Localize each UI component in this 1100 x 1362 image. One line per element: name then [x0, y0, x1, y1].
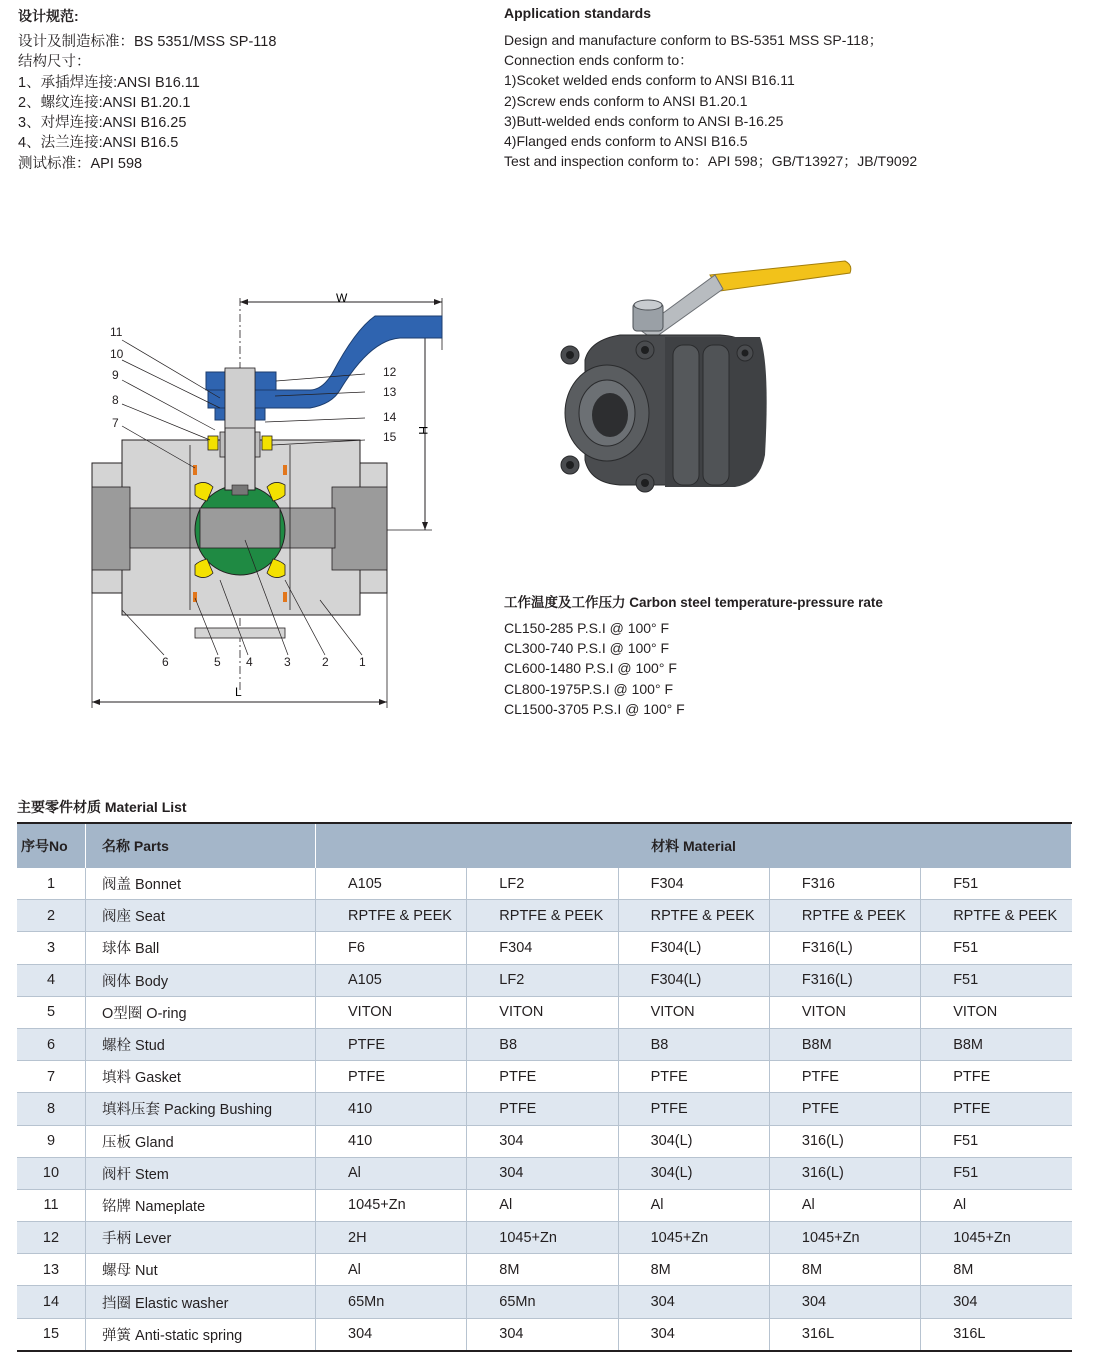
material-cell: 8M [769, 1254, 920, 1286]
material-cell: Al [467, 1189, 618, 1221]
material-cell: F316(L) [769, 964, 920, 996]
callout-13: 13 [383, 385, 397, 399]
material-cell: RPTFE & PEEK [618, 900, 769, 932]
part-name: 螺栓 Stud [86, 1028, 316, 1060]
material-cell: 8M [467, 1254, 618, 1286]
material-cell: F51 [921, 964, 1072, 996]
dim-h-label: H [416, 426, 430, 435]
part-name: 螺母 Nut [86, 1254, 316, 1286]
material-cell: PTFE [921, 1093, 1072, 1125]
material-cell: F51 [921, 1157, 1072, 1189]
part-name: 挡圈 Elastic washer [86, 1286, 316, 1318]
callout-9: 9 [112, 368, 119, 382]
material-cell: F304 [467, 932, 618, 964]
design-spec-line: 3、对焊连接:ANSI B16.25 [18, 115, 187, 132]
pressure-rating-line: CL300-740 P.S.I @ 100° F [504, 640, 670, 657]
material-cell: B8M [769, 1028, 920, 1060]
application-standards-line: 3)Butt-welded ends conform to ANSI B-16.25 [504, 112, 784, 129]
part-name: 填料 Gasket [86, 1061, 316, 1093]
material-cell: 304 [769, 1286, 920, 1318]
table-row [17, 868, 1072, 900]
material-cell: B8 [618, 1028, 769, 1060]
table-row [17, 1061, 1072, 1093]
material-cell: 65Mn [467, 1286, 618, 1318]
design-spec-line: 4、法兰连接:ANSI B16.5 [18, 135, 179, 152]
callout-3: 3 [284, 655, 291, 669]
material-cell: 304 [467, 1157, 618, 1189]
design-spec-line: 设计及制造标准：BS 5351/MSS SP-118 [18, 34, 277, 50]
table-row [17, 1157, 1072, 1189]
lever [206, 316, 442, 428]
material-cell: F6 [316, 932, 467, 964]
material-cell: PTFE [921, 1061, 1072, 1093]
material-cell: LF2 [467, 964, 618, 996]
pressure-rating-title: 工作温度及工作压力 Carbon steel temperature-pressure rate [504, 595, 883, 610]
material-cell: RPTFE & PEEK [921, 900, 1072, 932]
part-name: 弹簧 Anti-static spring [86, 1318, 316, 1350]
material-cell: Al [618, 1189, 769, 1221]
application-standards-lines [504, 30, 917, 171]
material-cell: A105 [316, 964, 467, 996]
material-cell: Al [769, 1189, 920, 1221]
part-name: 阀杆 Stem [86, 1157, 316, 1189]
callout-12: 12 [383, 365, 397, 379]
material-cell: F316 [769, 868, 920, 900]
material-cell: 2H [316, 1222, 467, 1254]
row-number: 15 [17, 1318, 86, 1350]
material-cell: PTFE [618, 1061, 769, 1093]
material-cell: 65Mn [316, 1286, 467, 1318]
table-row [17, 1125, 1072, 1157]
material-cell: F51 [921, 1125, 1072, 1157]
material-cell: PTFE [316, 1028, 467, 1060]
material-cell: 410 [316, 1125, 467, 1157]
part-name: 阀盖 Bonnet [86, 868, 316, 900]
application-standards-title: Application standards [504, 5, 652, 21]
table-row [17, 900, 1072, 932]
material-cell: A105 [316, 868, 467, 900]
row-number: 7 [17, 1061, 86, 1093]
callout-8: 8 [112, 393, 119, 407]
material-cell: Al [316, 1157, 467, 1189]
material-cell: 1045+Zn [467, 1222, 618, 1254]
header-no: 序号No [17, 824, 86, 868]
material-cell: 1045+Zn [769, 1222, 920, 1254]
application-standards-line: 1)Scoket welded ends conform to ANSI B16.11 [504, 72, 795, 89]
material-cell: 410 [316, 1093, 467, 1125]
material-cell: 304 [316, 1318, 467, 1350]
material-cell: F304(L) [618, 964, 769, 996]
material-cell: 316L [921, 1318, 1072, 1350]
part-name: 阀座 Seat [86, 900, 316, 932]
material-cell: 8M [618, 1254, 769, 1286]
table-row [17, 1286, 1072, 1318]
application-standards-line: 2)Screw ends conform to ANSI B1.20.1 [504, 92, 748, 109]
material-cell: PTFE [769, 1061, 920, 1093]
row-number: 8 [17, 1093, 86, 1125]
design-spec-line: 测试标准：API 598 [18, 155, 143, 172]
material-cell: 304 [467, 1125, 618, 1157]
row-number: 11 [17, 1189, 86, 1221]
row-number: 14 [17, 1286, 86, 1318]
material-cell: VITON [769, 996, 920, 1028]
material-cell: PTFE [618, 1093, 769, 1125]
material-list-title: 主要零件材质 Material List [17, 799, 187, 815]
material-cell: 304(L) [618, 1125, 769, 1157]
table-bottom-rule [17, 1350, 1072, 1352]
material-cell: Al [316, 1254, 467, 1286]
table-row [17, 1254, 1072, 1286]
material-cell: 304 [921, 1286, 1072, 1318]
table-row [17, 932, 1072, 964]
pressure-rating-line: CL1500-3705 P.S.I @ 100° F [504, 700, 685, 717]
material-cell: 8M [921, 1254, 1072, 1286]
material-table [17, 824, 1072, 1351]
material-cell: 1045+Zn [618, 1222, 769, 1254]
callout-15: 15 [383, 430, 397, 444]
part-name: 压板 Gland [86, 1125, 316, 1157]
table-row [17, 1222, 1072, 1254]
row-number: 9 [17, 1125, 86, 1157]
material-cell: RPTFE & PEEK [467, 900, 618, 932]
material-cell: 304(L) [618, 1157, 769, 1189]
table-row [17, 996, 1072, 1028]
material-cell: VITON [316, 996, 467, 1028]
material-cell: F51 [921, 932, 1072, 964]
row-number: 5 [17, 996, 86, 1028]
row-number: 12 [17, 1222, 86, 1254]
row-number: 13 [17, 1254, 86, 1286]
material-cell: B8M [921, 1028, 1072, 1060]
header-material: 材料 Material [316, 824, 1072, 868]
row-number: 1 [17, 868, 86, 900]
callout-7: 7 [112, 416, 119, 430]
material-cell: F51 [921, 868, 1072, 900]
application-standards-line: Connection ends conform to： [504, 52, 694, 69]
callout-2: 2 [322, 655, 329, 669]
material-cell: VITON [618, 996, 769, 1028]
material-cell: 1045+Zn [316, 1189, 467, 1221]
part-name: 球体 Ball [86, 932, 316, 964]
callout-5: 5 [214, 655, 221, 669]
table-row [17, 1189, 1072, 1221]
design-spec-lines [18, 32, 276, 174]
part-name: 填料压套 Packing Bushing [86, 1093, 316, 1125]
design-spec-line: 2、螺纹连接:ANSI B1.20.1 [18, 94, 191, 111]
material-cell: VITON [467, 996, 618, 1028]
material-cell: PTFE [769, 1093, 920, 1125]
material-cell: 1045+Zn [921, 1222, 1072, 1254]
application-standards-line: 4)Flanged ends conform to ANSI B16.5 [504, 133, 748, 150]
table-row [17, 964, 1072, 996]
material-cell: PTFE [316, 1061, 467, 1093]
material-cell: 316(L) [769, 1125, 920, 1157]
material-cell: 304 [467, 1318, 618, 1350]
material-cell: PTFE [467, 1093, 618, 1125]
dim-w-label: W [336, 291, 348, 305]
material-cell: 304 [618, 1318, 769, 1350]
valve-cross-section-drawing [70, 280, 470, 720]
pressure-rating-line: CL150-285 P.S.I @ 100° F [504, 620, 670, 636]
row-number: 4 [17, 964, 86, 996]
row-number: 10 [17, 1157, 86, 1189]
material-cell: 316(L) [769, 1157, 920, 1189]
material-cell: RPTFE & PEEK [769, 900, 920, 932]
material-cell: F316(L) [769, 932, 920, 964]
material-cell: VITON [921, 996, 1072, 1028]
callout-6: 6 [162, 655, 169, 669]
material-cell: LF2 [467, 868, 618, 900]
material-cell: RPTFE & PEEK [316, 900, 467, 932]
table-header-row [17, 824, 1072, 868]
material-cell: B8 [467, 1028, 618, 1060]
callout-11: 11 [110, 325, 123, 339]
part-name: 手柄 Lever [86, 1222, 316, 1254]
material-cell: 304 [618, 1286, 769, 1318]
table-row [17, 1318, 1072, 1350]
callout-10: 10 [110, 347, 124, 361]
pressure-rating-line: CL800-1975P.S.I @ 100° F [504, 680, 673, 697]
material-table-body [17, 868, 1072, 1350]
application-standards-line: Test and inspection conform to：API 598；GB/T13927；JB/T9092 [504, 153, 918, 170]
row-number: 6 [17, 1028, 86, 1060]
material-cell: F304 [618, 868, 769, 900]
table-row [17, 1028, 1072, 1060]
pressure-rating-line: CL600-1480 P.S.I @ 100° F [504, 660, 677, 677]
table-row [17, 1093, 1072, 1125]
pressure-rating-lines [504, 618, 685, 719]
dim-l-label: L [235, 685, 242, 699]
application-standards-line: Design and manufacture conform to BS-5351 MSS SP-118； [504, 32, 883, 48]
row-number: 2 [17, 900, 86, 932]
design-spec-line: 1、承插焊连接:ANSI B16.11 [18, 74, 200, 91]
design-spec-line: 结构尺寸： [18, 54, 91, 71]
callout-1: 1 [359, 655, 366, 669]
header-parts: 名称 Parts [86, 824, 316, 868]
part-name: 阀体 Body [86, 964, 316, 996]
part-name: 铭牌 Nameplate [86, 1189, 316, 1221]
callout-14: 14 [383, 410, 397, 424]
row-number: 3 [17, 932, 86, 964]
material-cell: F304(L) [618, 932, 769, 964]
callout-4: 4 [246, 655, 253, 669]
material-cell: Al [921, 1189, 1072, 1221]
valve-product-photo [545, 255, 865, 505]
material-cell: 316L [769, 1318, 920, 1350]
material-cell: PTFE [467, 1061, 618, 1093]
part-name: O型圈 O-ring [86, 996, 316, 1028]
design-spec-title: 设计规范: [18, 8, 79, 24]
